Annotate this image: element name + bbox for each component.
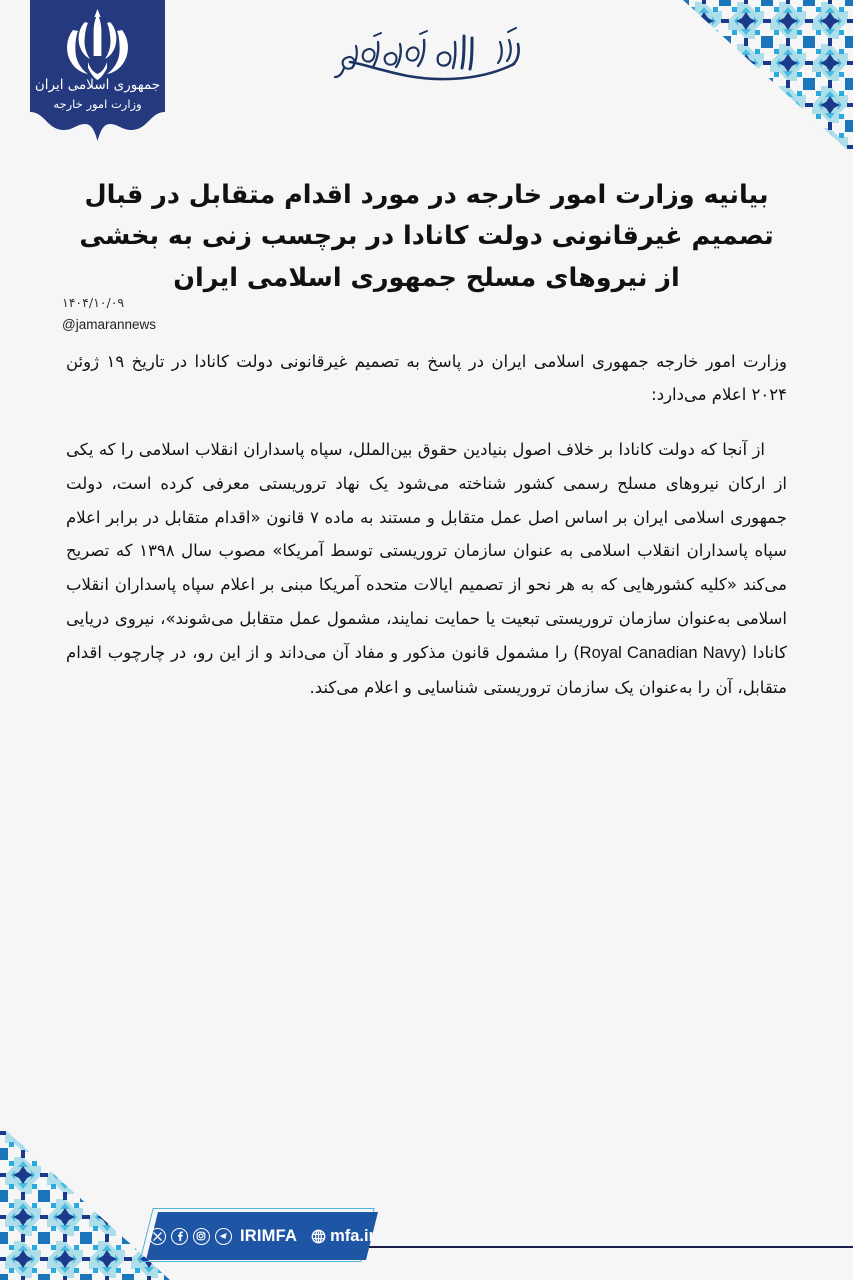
footer-divider [300,1246,853,1248]
ministry-emblem-badge [30,0,165,148]
website-group[interactable] [311,1227,375,1246]
footer-social-banner [152,1212,376,1260]
facebook-icon[interactable] [171,1228,188,1245]
paragraph-segment-1: از آنجا که دولت کانادا بر خلاف اصول بنیادین حقوق بین‌الملل، سپاه پاسداران انقلاب اسلامی را که یکی از ارکان نیروهای مسلح رسمی کشور شناخته می‌شود یک نهاد تروریستی معرفی کرده است، دولت جمهوری اسلامی ایران بر اساس اصل عمل متقابل و مستند به ماده ۷ قانون «اقدام متقابل در برابر اعلام سپاه پاسداران انقلاب اسلامی به عنوان سازمان تروریستی توسط آمریکا» مصوب سال ۱۳۹۸ که تصریح می‌کند «کلیه کشورهایی که به هر نحو از تصمیم ایالات متحده آمریکا مبنی بر اعلام سپاه پاسداران انقلاب اسلامی به‌عنوان سازمان تروریستی تبعیت یا حمایت نمایند، مشمول عمل متقابل می‌شوند»، نیروی دریایی کانادا ( [66,440,788,662]
emblem-country-line: جمهوری اسلامی ایران [34,77,161,93]
source-handle: @jamarannews [62,317,156,333]
paragraph-segment-2: ) را مشمول قانون مذکور و مفاد آن می‌داند و از این رو، در چارچوب اقدام متقابل، آن را به‌عنوان یک سازمان تروریستی شناسایی و اعلام می‌کند. [66,642,787,697]
meta-block [62,294,156,336]
page-title: بیانیه وزارت امور خارجه در مورد اقدام متقابل در قبال تصمیم غیرقانونی دولت کانادا در برچسب زنی به بخشی از نیروهای مسلح جمهوری اسلامی ایران [79,180,774,293]
x-twitter-icon[interactable] [149,1228,166,1245]
website-text: mfa.ir [330,1226,376,1245]
brand-handle: IRIMFA [239,1226,298,1245]
royal-canadian-navy-term: Royal Canadian Navy [579,643,741,662]
islamic-tile-pattern-top-right [683,0,853,155]
instagram-icon[interactable] [193,1228,210,1245]
main-paragraph [66,433,787,705]
globe-icon [311,1229,326,1244]
bismillah-icon [312,18,542,90]
emblem-ministry-line: وزارت امور خارجه [53,97,142,111]
lede-paragraph: وزارت امور خارجه جمهوری اسلامی ایران در پاسخ به تصمیم غیرقانونی دولت کانادا در تاریخ ۱۹ ژوئن ۲۰۲۴ اعلام می‌دارد: [66,352,787,404]
article-body [66,345,787,705]
telegram-icon[interactable] [215,1228,232,1245]
publish-date: ۱۴۰۴/۱۰/۰۹ [62,295,125,310]
